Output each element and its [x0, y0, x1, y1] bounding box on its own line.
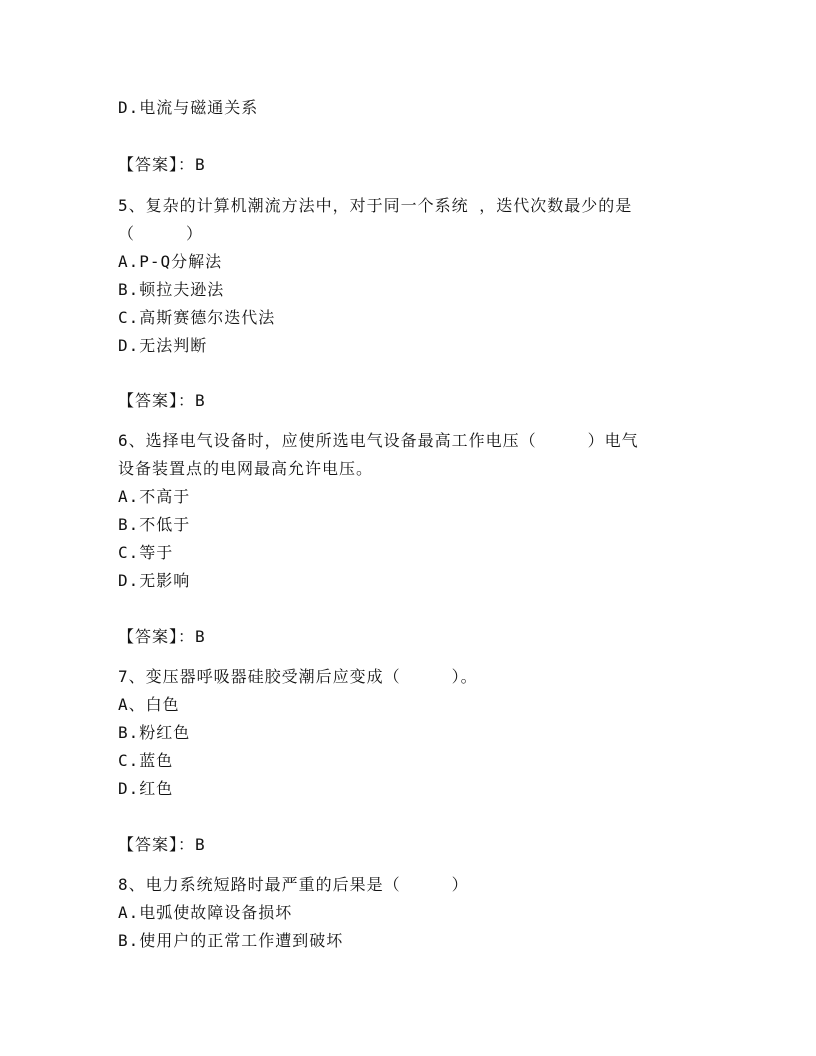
answer-q7: 【答案】：B — [118, 835, 206, 854]
option-b-q6: B.不低于 — [118, 515, 191, 534]
option-a-q6: A.不高于 — [118, 487, 191, 506]
question-8: 8、电力系统短路时最严重的后果是（ ） — [118, 875, 469, 894]
option-d-q5: D.无法判断 — [118, 336, 208, 355]
option-c-q6: C.等于 — [118, 543, 174, 562]
question-6-line2: 设备装置点的电网最高允许电压。 — [118, 459, 374, 478]
question-5: 5、复杂的计算机潮流方法中，对于同一个系统 ，迭代次数最少的是 — [118, 196, 633, 215]
option-b-q8: B.使用户的正常工作遭到破坏 — [118, 931, 344, 950]
option-b-q5: B.顿拉夫逊法 — [118, 280, 225, 299]
option-a-q7: A、白色 — [118, 695, 180, 714]
option-c-q5: C.高斯赛德尔迭代法 — [118, 308, 276, 327]
option-a-q8: A.电弧使故障设备损坏 — [118, 903, 293, 922]
option-d-q4: D.电流与磁通关系 — [118, 98, 259, 117]
option-d-q6: D.无影响 — [118, 571, 191, 590]
question-6-line1: 6、选择电气设备时，应使所选电气设备最高工作电压（ ）电气 — [118, 431, 639, 450]
question-7: 7、变压器呼吸器硅胶受潮后应变成（ ）。 — [118, 667, 478, 686]
option-d-q7: D.红色 — [118, 779, 174, 798]
answer-q5: 【答案】：B — [118, 391, 206, 410]
option-a-q5: A.P-Q分解法 — [118, 252, 223, 271]
answer-q6: 【答案】：B — [118, 627, 206, 646]
option-b-q7: B.粉红色 — [118, 723, 191, 742]
answer-q4: 【答案】：B — [118, 155, 206, 174]
option-c-q7: C.蓝色 — [118, 751, 174, 770]
question-5-blank: （ ） — [118, 224, 204, 243]
